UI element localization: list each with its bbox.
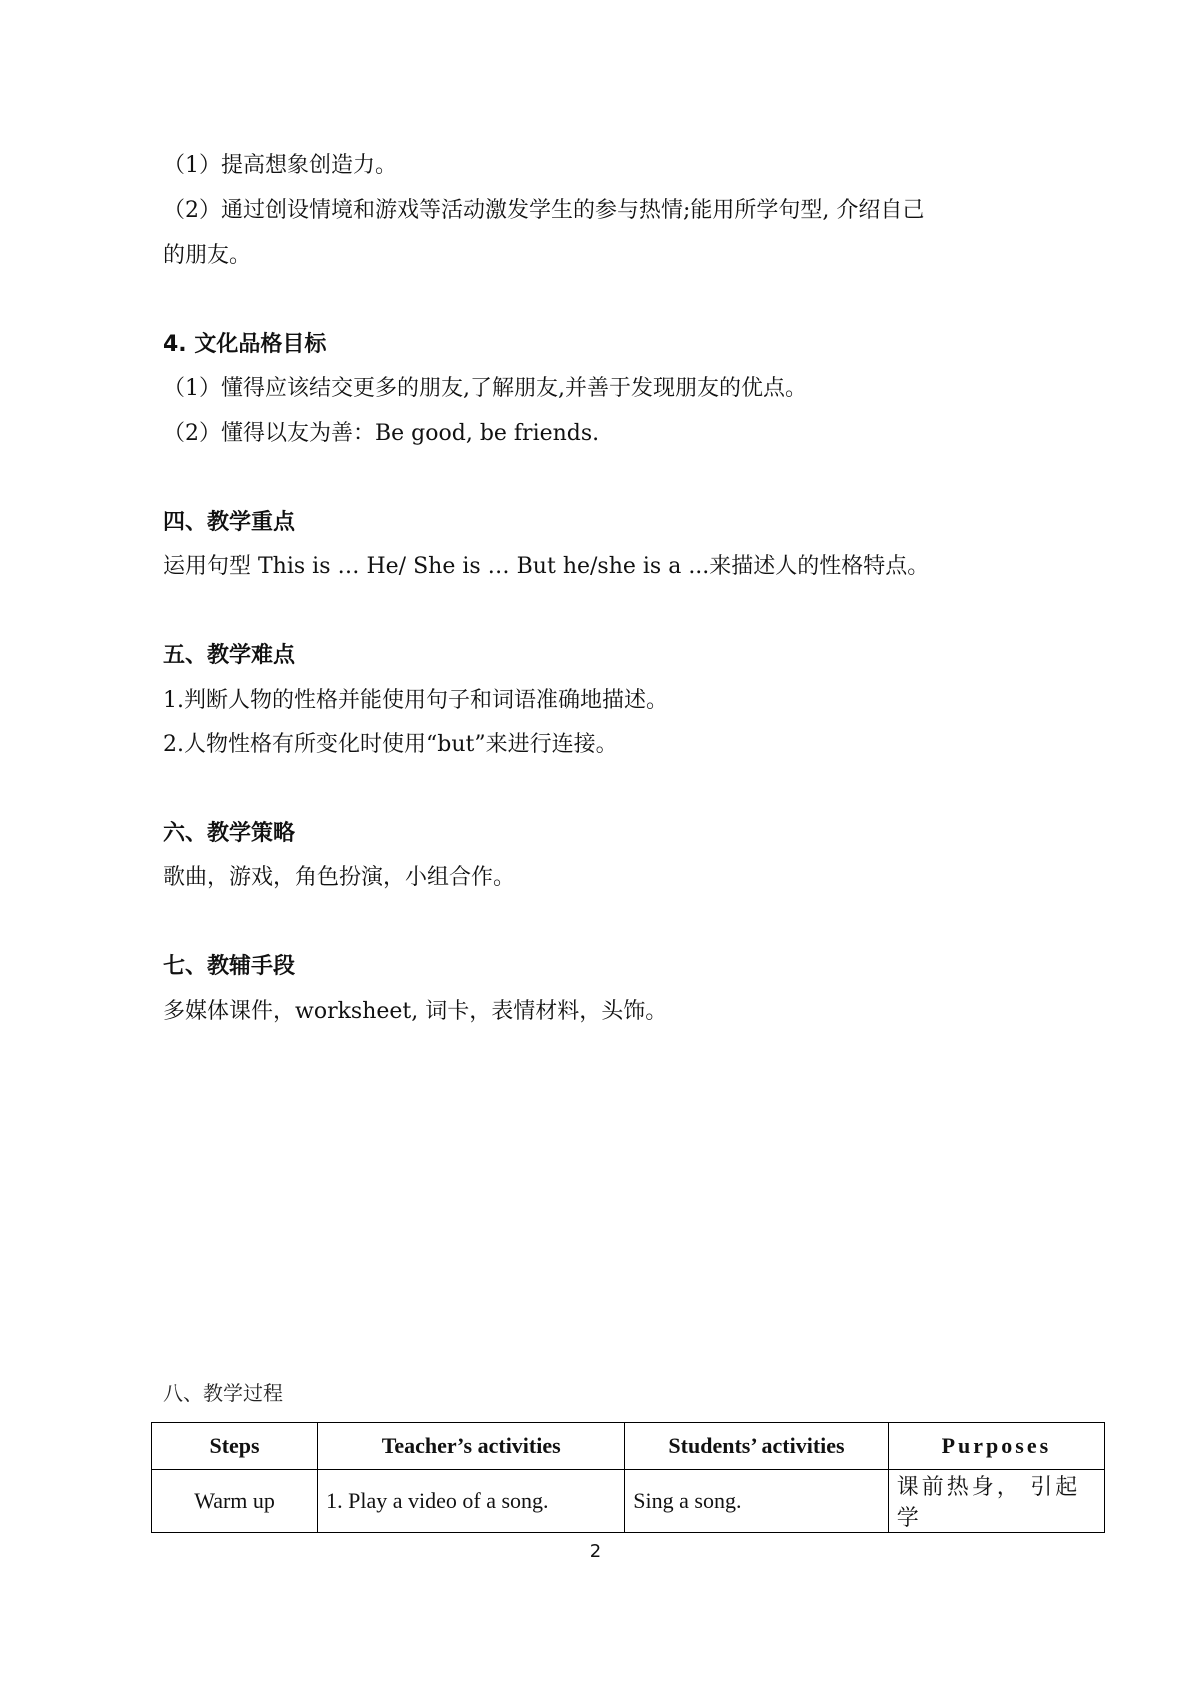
process-caption: 八、教学过程 — [163, 1381, 283, 1405]
difficulty-item-1: 1.判断人物的性格并能使用句子和词语准确地描述。 — [163, 688, 668, 713]
culture-item-1: （1）懂得应该结交更多的朋友,了解朋友,并善于发现朋友的优点。 — [163, 376, 807, 401]
culture-item-2: （2）懂得以友为善：Be good, be friends. — [163, 421, 600, 446]
page-number: 2 — [589, 1541, 602, 1562]
cell-teacher-activity: 1. Play a video of a song. — [318, 1470, 625, 1533]
cell-purpose: 课前热身， 引起学 — [888, 1470, 1104, 1533]
aids-text: 多媒体课件，worksheet, 词卡，表情材料，头饰。 — [163, 999, 668, 1024]
section-heading-strategies: 六、教学策略 — [163, 821, 296, 846]
header-students-activities: Students’ activities — [625, 1423, 889, 1470]
table-header-row — [152, 1423, 1105, 1470]
section-heading-culture: 4. 文化品格目标 — [163, 332, 327, 357]
difficulty-item-2: 2.人物性格有所变化时使用“but”来进行连接。 — [163, 732, 618, 757]
table-row — [152, 1470, 1105, 1533]
section-heading-aids: 七、教辅手段 — [163, 954, 296, 979]
header-purposes: Purposes — [888, 1423, 1104, 1470]
header-teacher-activities: Teacher’s activities — [318, 1423, 625, 1470]
cell-students-activity: Sing a song. — [625, 1470, 889, 1533]
strategies-text: 歌曲，游戏，角色扮演，小组合作。 — [163, 865, 516, 890]
objective-item-2-continued: 的朋友。 — [163, 243, 252, 268]
cell-step: Warm up — [152, 1470, 318, 1533]
header-steps: Steps — [152, 1423, 318, 1470]
section-heading-difficulties: 五、教学难点 — [163, 643, 296, 668]
key-points-text: 运用句型 This is … He/ She is … But he/she is a ...来描述人的性格特点。 — [163, 554, 930, 579]
process-table — [151, 1422, 1105, 1533]
objective-item-1: （1）提高想象创造力。 — [163, 153, 397, 178]
objective-item-2: （2）通过创设情境和游戏等活动激发学生的参与热情;能用所学句型, 介绍自己 — [163, 198, 925, 223]
section-heading-key-points: 四、教学重点 — [163, 510, 296, 535]
